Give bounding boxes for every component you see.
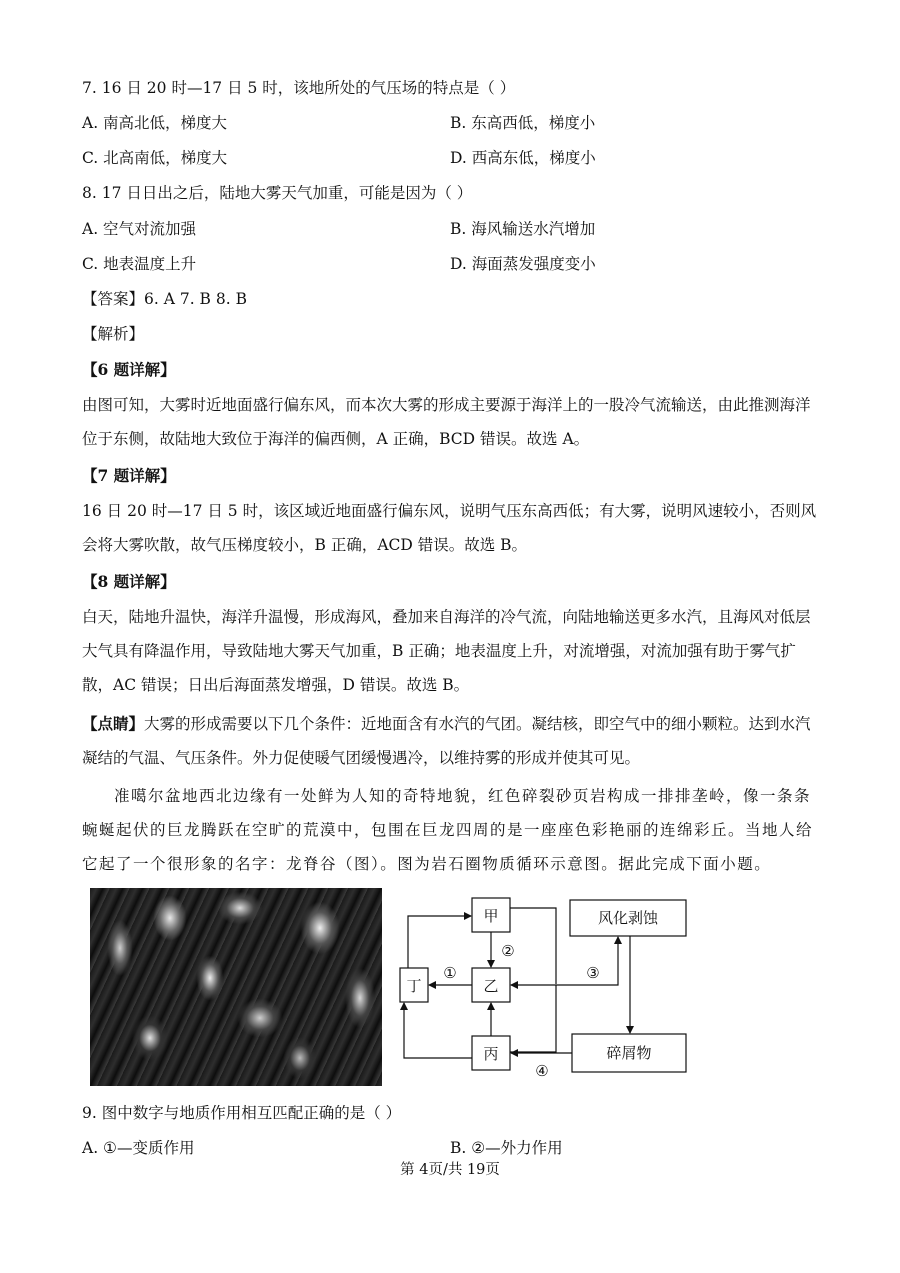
note-body: 大雾的形成需要以下几个条件：近地面含有水汽的气团。凝结核，即空气中的细小颗粒。达到水汽凝结的气温、气压条件。外力促使暖气团缓慢遇冷，以维持雾的形成并使其可见。	[82, 715, 811, 767]
q7-option-a: A. 南高北低，梯度大	[82, 114, 228, 132]
detail-8-title: 【8 题详解】	[82, 572, 176, 591]
detail-6-body: 由图可知，大雾时近地面盛行偏东风，而本次大雾的形成主要源于海洋上的一股冷气流输送，由此推测海洋位于东侧，故陆地大致位于海洋的偏西侧，A 正确，BCD 错误。故选 A。	[82, 396, 811, 448]
label-n1: ①	[443, 964, 457, 982]
q9-option-a: A. ①—变质作用	[82, 1139, 195, 1157]
q8-option-a: A. 空气对流加强	[82, 220, 197, 238]
label-debris: 碎屑物	[606, 1044, 652, 1062]
q7-option-d: D. 西高东低，梯度小	[450, 149, 596, 167]
label-yi: 乙	[483, 977, 499, 995]
label-weathering: 风化剥蚀	[597, 909, 659, 927]
detail-6-title: 【6 题详解】	[82, 360, 176, 379]
label-n4: ④	[535, 1062, 549, 1080]
note-paragraph	[82, 707, 822, 777]
label-n2: ②	[501, 942, 515, 960]
passage-text: 准噶尔盆地西北边缘有一处鲜为人知的奇特地貌，红色碎裂砂页岩构成一排排垄岭，像一条条蜿蜒起伏的巨龙腾跃在空旷的荒漠中，包围在巨龙四周的是一座座色彩艳丽的连绵彩丘。当地人给它起了一个很形象的名字：龙脊谷（图）。图为岩石圈物质循环示意图。据此完成下面小题。	[82, 787, 814, 873]
q7-option-c: C. 北高南低，梯度大	[82, 149, 228, 167]
rock-cycle-diagram	[390, 892, 700, 1092]
label-bing: 丙	[483, 1045, 499, 1063]
label-jia: 甲	[483, 907, 499, 925]
label-ding: 丁	[406, 977, 422, 995]
label-n3: ③	[586, 964, 600, 982]
detail-8-body: 白天，陆地升温快，海洋升温慢，形成海风，叠加来自海洋的冷气流，向陆地输送更多水汽，且海风对低层大气具有降温作用，导致陆地大雾天气加重，B 正确；地表温度上升，对流增强，对流加强有助于雾气扩散，AC 错误；日出后海面蒸发增强，D 错误。故选 B。	[82, 608, 811, 694]
q9-option-b: B. ②—外力作用	[450, 1139, 563, 1157]
analysis-label: 【解析】	[82, 325, 145, 343]
longjigu-landform-photo	[90, 888, 382, 1086]
q8-option-c: C. 地表温度上升	[82, 255, 197, 273]
answer-line: 【答案】6. A 7. B 8. B	[82, 290, 247, 308]
q7-option-b: B. 东高西低，梯度小	[450, 114, 596, 132]
detail-7-body: 16 日 20 时—17 日 5 时，该区域近地面盛行偏东风，说明气压东高西低；有大雾，说明风速较小，否则风会将大雾吹散，故气压梯度较小，B 正确，ACD 错误。故选 B。	[82, 502, 817, 554]
page-footer: 第 4页/共 19页	[400, 1162, 500, 1178]
q7-stem: 7. 16 日 20 时—17 日 5 时，该地所处的气压场的特点是（ ）	[82, 79, 516, 97]
q8-stem: 8. 17 日日出之后，陆地大雾天气加重，可能是因为（ ）	[82, 184, 473, 202]
q9-stem: 9. 图中数字与地质作用相互匹配正确的是（ ）	[82, 1104, 402, 1122]
q8-option-b: B. 海风输送水汽增加	[450, 220, 596, 238]
q8-option-d: D. 海面蒸发强度变小	[450, 255, 596, 273]
note-label: 【点睛】	[82, 714, 145, 733]
detail-7-title: 【7 题详解】	[82, 466, 176, 485]
